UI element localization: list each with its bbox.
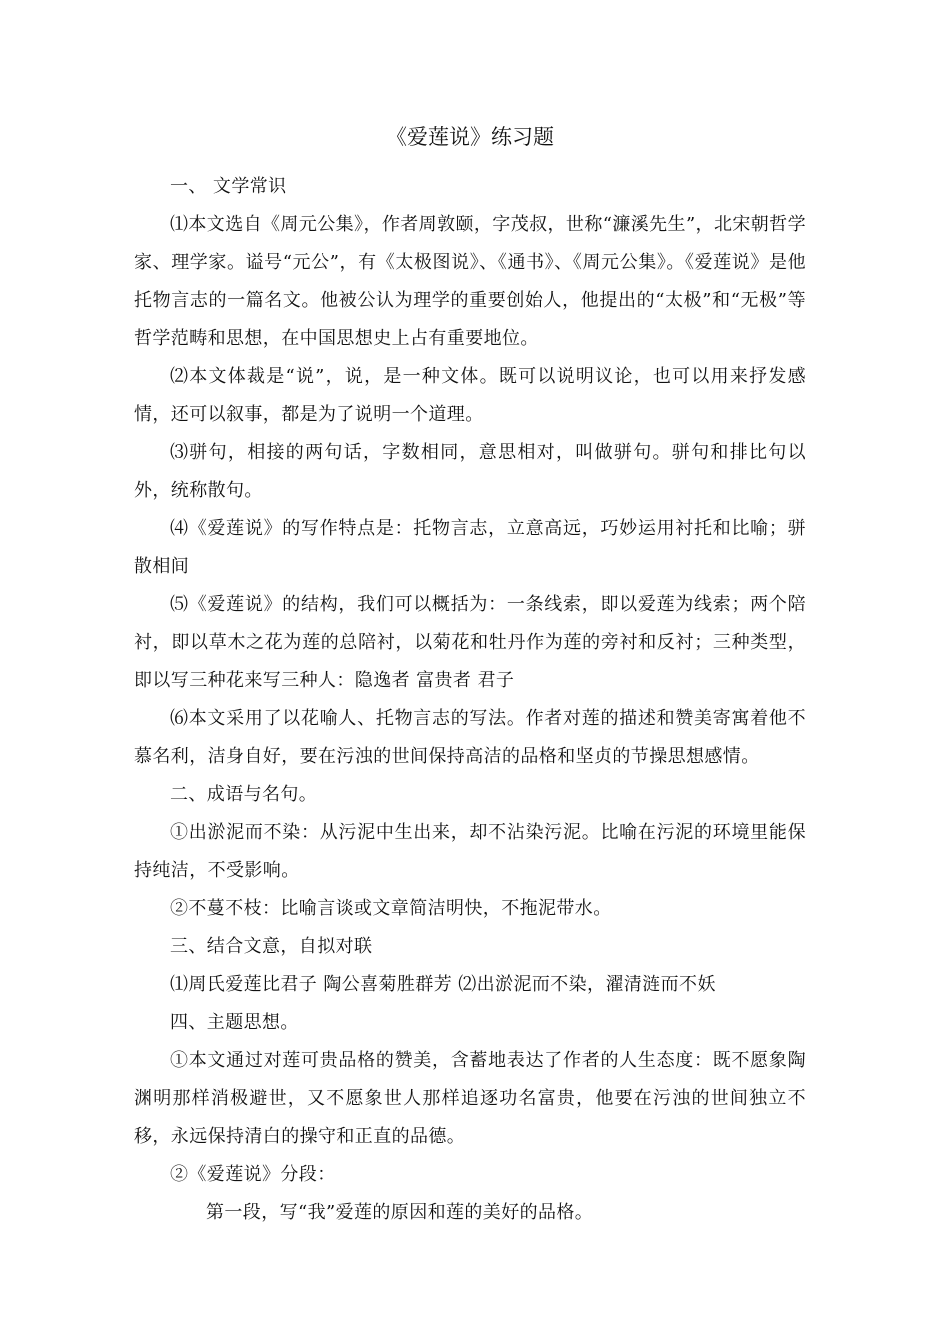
section-heading-theme: 四、主题思想。 [170,1012,299,1033]
paragraph-technique: ⑹本文采用了以花喻人、托物言志的写法。作者对莲的描述和赞美寄寓着他不慕名利，洁身自好，要在污浊的世间保持高洁的品格和坚贞的节操思想感情。 [134,708,806,767]
paragraph-parallel-sentence: ⑶骈句，相接的两句话，字数相同，意思相对，叫做骈句。骈句和排比句以外，统称散句。 [134,442,806,501]
section-heading-couplet: 三、结合文意，自拟对联 [170,936,373,957]
section-heading-idioms: 二、成语与名句。 [170,784,318,805]
paragraph-couplets: ⑴周氏爱莲比君子 陶公喜菊胜群芳 ⑵出淤泥而不染，濯清涟而不妖 [170,974,716,995]
paragraph-structure: ⑸《爱莲说》的结构，我们可以概括为：一条线索，即以爱莲为线索；两个陪衬，即以草木之花为莲的总陪衬，以菊花和牡丹作为莲的旁衬和反衬；三种类型，即以写三种花来写三种人：隐逸者 富贵者 君子 [134,594,806,691]
document-body [134,168,806,1232]
paragraph-writing-features: ⑷《爱莲说》的写作特点是：托物言志，立意高远，巧妙运用衬托和比喻；骈散相间 [134,518,806,577]
section-heading-literature: 一、 文学常识 [170,176,287,197]
paragraph-theme: ①本文通过对莲可贵品格的赞美，含蓄地表达了作者的人生态度：既不愿象陶渊明那样消极避世，又不愿象世人那样追逐功名富贵，他要在污浊的世间独立不移，永远保持清白的操守和正直的品德。 [134,1050,806,1147]
paragraph-first-section: 第一段，写“我”爱莲的原因和莲的美好的品格。 [206,1202,594,1223]
paragraph-author: ⑴本文选自《周元公集》，作者周敦颐，字茂叔，世称“濂溪先生”，北宋朝哲学家、理学家。谥号“元公”，有《太极图说》、《通书》、《周元公集》。《爱莲说》是他托物言志的一篇名文。他被公认为理学的重要创始人，他提出的“太极”和“无极”等哲学范畴和思想，在中国思想史上占有重要地位。 [134,214,806,349]
paragraph-sections: ②《爱莲说》分段： [170,1164,336,1185]
paragraph-idiom-1: ①出淤泥而不染：从污泥中生出来，却不沾染污泥。比喻在污泥的环境里能保持纯洁，不受影响。 [134,822,806,881]
paragraph-idiom-2: ②不蔓不枝：比喻言谈或文章简洁明快，不拖泥带水。 [170,898,612,919]
document-title: 《爱莲说》练习题 [386,125,554,149]
paragraph-genre: ⑵本文体裁是“说”，说，是一种文体。既可以说明议论，也可以用来抒发感情，还可以叙事，都是为了说明一个道理。 [134,366,806,425]
